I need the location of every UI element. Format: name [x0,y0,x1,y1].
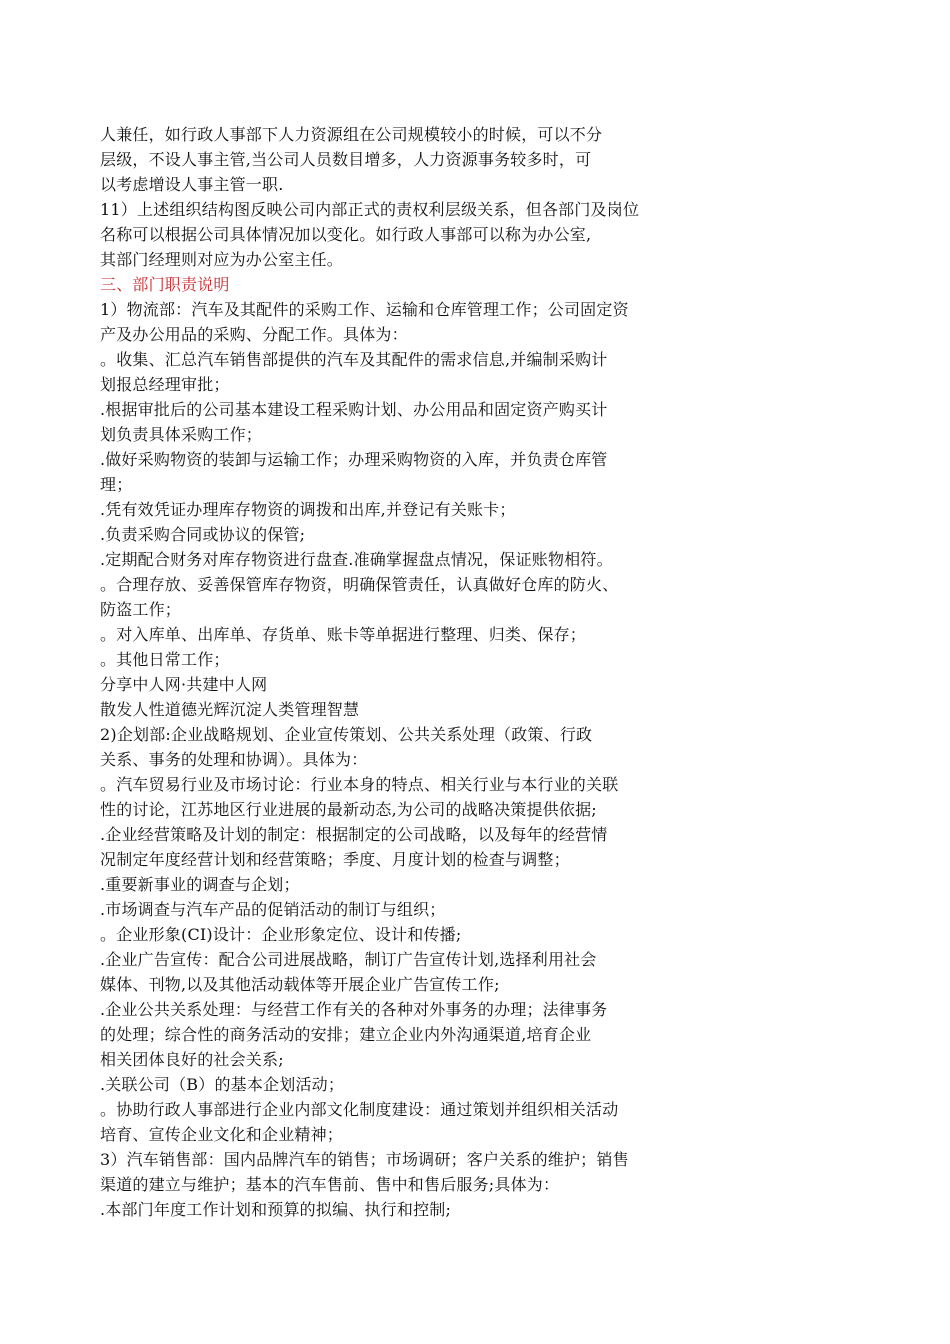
text-line: 以考虑增设人事主管一职. [100,175,284,194]
document-body [100,122,880,1222]
text-line: 相关团体良好的社会关系; [100,1050,284,1069]
text-line: 产及办公用品的采购、分配工作。具体为： [100,325,408,344]
text-line: 的处理；综合性的商务活动的安排；建立企业内外沟通渠道,培育企业 [100,1025,592,1044]
text-line: 1）物流部：汽车及其配件的采购工作、运输和仓库管理工作；公司固定资 [100,300,629,319]
text-line: 。其他日常工作； [100,650,230,669]
text-line: 2)企划部:企业战略规划、企业宣传策划、公共关系处理（政策、行政 [100,725,593,744]
text-line: 划报总经理审批； [100,375,230,394]
text-line: .负责采购合同或协议的保管; [100,525,306,544]
text-line: 况制定年度经营计划和经营策略；季度、月度计划的检查与调整； [100,850,570,869]
text-line: .关联公司（B）的基本企划活动； [100,1075,345,1094]
text-line: 。汽车贸易行业及市场讨论：行业本身的特点、相关行业与本行业的关联 [100,775,619,794]
text-line: 层级，不设人事主管,当公司人员数目增多，人力资源事务较多时，可 [100,150,592,169]
text-line: .本部门年度工作计划和预算的拟编、执行和控制; [100,1200,452,1219]
text-line: 关系、事务的处理和协调）。具体为： [100,750,368,769]
text-line: 散发人性道德光辉沉淀人类管理智慧 [100,700,360,719]
text-line: 性的讨论，江苏地区行业进展的最新动态,为公司的战略决策提供依据; [100,800,597,819]
text-line: 其部门经理则对应为办公室主任。 [100,250,344,269]
text-line: 分享中人网·共建中人网 [100,675,268,694]
text-line: .市场调查与汽车产品的促销活动的制订与组织； [100,900,446,919]
text-line: .凭有效凭证办理库存物资的调拨和出库,并登记有关账卡； [100,500,516,519]
text-line: 。合理存放、妥善保管库存物资，明确保管责任，认真做好仓库的防火、 [100,575,619,594]
text-line: .企业广告宣传：配合公司进展战略，制订广告宣传计划,选择利用社会 [100,950,597,969]
text-line: 。企业形象(CI)设计：企业形象定位、设计和传播; [100,925,462,944]
text-line: 理； [100,475,133,494]
text-line: .做好采购物资的装卸与运输工作；办理采购物资的入库，并负责仓库管 [100,450,608,469]
text-line: .企业公共关系处理：与经营工作有关的各种对外事务的办理；法律事务 [100,1000,608,1019]
text-line: .重要新事业的调查与企划； [100,875,300,894]
text-line: 人兼任，如行政人事部下人力资源组在公司规模较小的时候，可以不分 [100,125,603,144]
text-line: 媒体、刊物,以及其他活动载体等开展企业广告宣传工作; [100,975,500,994]
section-heading: 三、部门职责说明 [100,275,230,294]
text-line: .企业经营策略及计划的制定：根据制定的公司战略，以及每年的经营情 [100,825,608,844]
text-line: 。对入库单、出库单、存货单、账卡等单据进行整理、归类、保存； [100,625,587,644]
text-line: 名称可以根据公司具体情况加以变化。如行政人事部可以称为办公室, [100,225,592,244]
text-line: .根据审批后的公司基本建设工程采购计划、办公用品和固定资产购买计 [100,400,608,419]
text-line: 防盗工作； [100,600,182,619]
text-line: 渠道的建立与维护；基本的汽车售前、售中和售后服务;具体为： [100,1175,560,1194]
text-line: 3）汽车销售部：国内品牌汽车的销售；市场调研；客户关系的维护；销售 [100,1150,629,1169]
text-line: .定期配合财务对库存物资进行盘查.准确掌握盘点情况，保证账物相符。 [100,550,613,569]
text-line: 11）上述组织结构图反映公司内部正式的责权利层级关系，但各部门及岗位 [100,200,640,219]
text-line: 划负责具体采购工作； [100,425,263,444]
text-line: 培育、宣传企业文化和企业精神； [100,1125,344,1144]
text-line: 。收集、汇总汽车销售部提供的汽车及其配件的需求信息,并编制采购计 [100,350,608,369]
text-line: 。协助行政人事部进行企业内部文化制度建设：通过策划并组织相关活动 [100,1100,619,1119]
